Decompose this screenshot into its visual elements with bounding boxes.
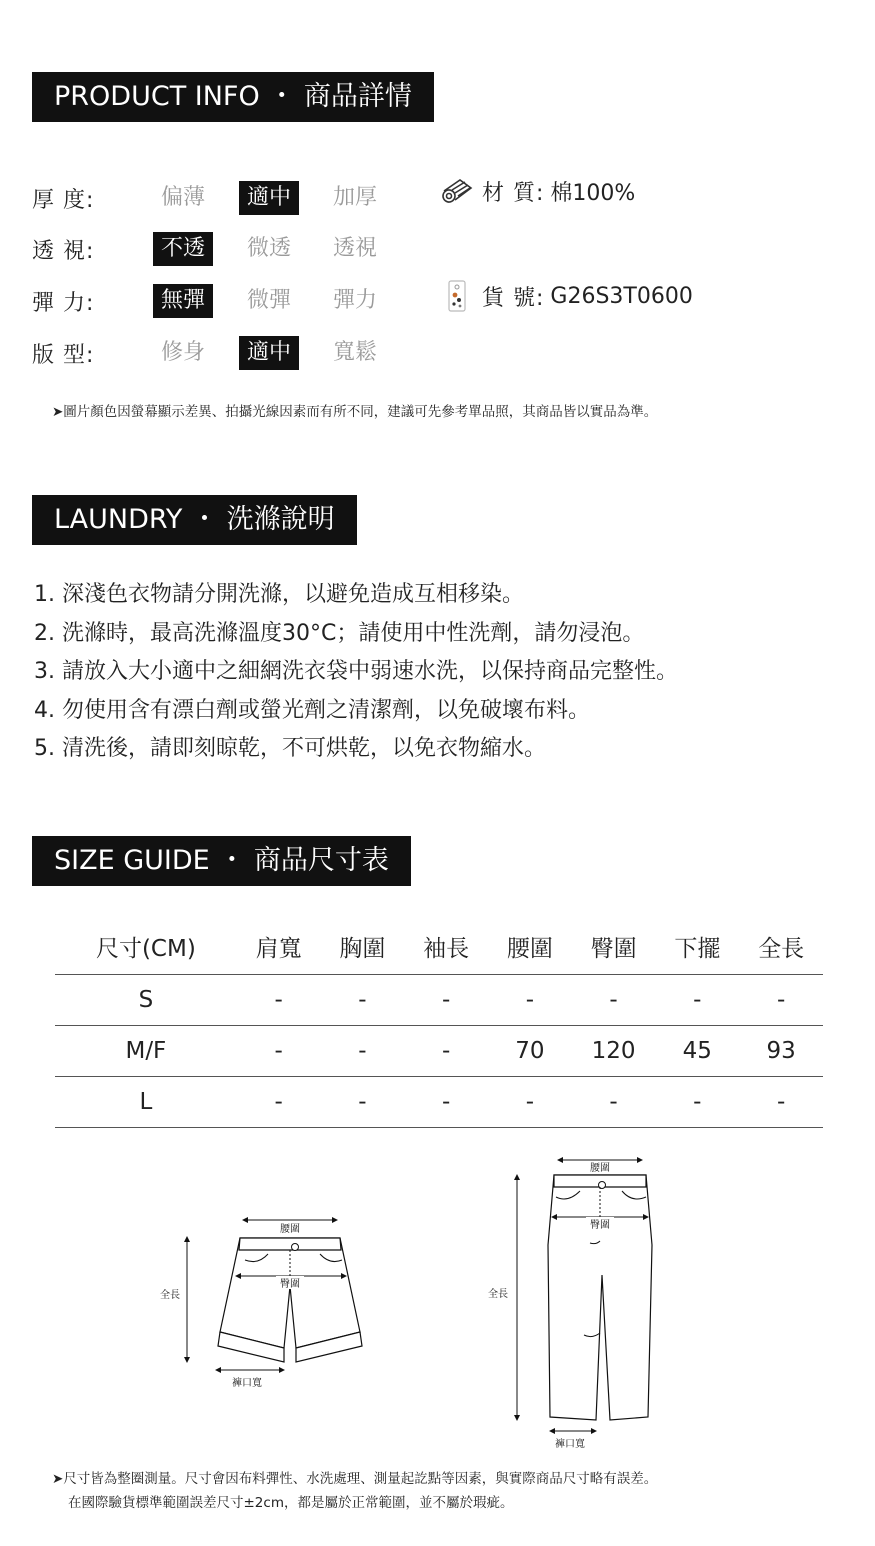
size-value-cell: - bbox=[321, 1076, 405, 1127]
attribute-row bbox=[32, 180, 398, 216]
attribute-label: 彈 力: bbox=[32, 290, 95, 316]
size-column-header: 袖長 bbox=[404, 920, 488, 974]
attribute-option bbox=[140, 336, 226, 370]
fabric-roll-icon bbox=[440, 174, 474, 208]
size-column-header: 尺寸(CM) bbox=[55, 920, 237, 974]
item-number-label: 貨 號: bbox=[482, 285, 545, 311]
material-value: 棉100% bbox=[550, 180, 636, 206]
laundry-item: 2. 洗滌時，最高洗滌溫度30°C；請使用中性洗劑，請勿浸泡。 bbox=[34, 620, 645, 646]
shorts-length-label: 全長 bbox=[160, 1290, 180, 1301]
size-label-cell: S bbox=[55, 974, 237, 1025]
tag-icon bbox=[440, 279, 474, 313]
shorts-waist-label: 腰圍 bbox=[280, 1224, 300, 1235]
shorts-hem-label: 褲口寬 bbox=[232, 1378, 262, 1389]
item-number-value: G26S3T0600 bbox=[550, 283, 693, 309]
product-info-header: PRODUCT INFO ・ 商品詳情 bbox=[32, 72, 434, 122]
size-value-cell: - bbox=[488, 1076, 572, 1127]
pants-length-label: 全長 bbox=[488, 1289, 508, 1300]
laundry-instructions bbox=[34, 576, 678, 769]
size-guide-header: SIZE GUIDE ・ 商品尺寸表 bbox=[32, 836, 411, 886]
attribute-row bbox=[32, 283, 398, 319]
size-column-header: 下擺 bbox=[655, 920, 739, 974]
size-value-cell: 120 bbox=[572, 1025, 656, 1076]
item-number-info bbox=[440, 279, 693, 313]
size-value-cell: - bbox=[488, 974, 572, 1025]
size-value-cell: - bbox=[404, 1076, 488, 1127]
material-label: 材 質: bbox=[482, 180, 545, 206]
size-value-cell: - bbox=[572, 974, 656, 1025]
material-info bbox=[440, 174, 635, 208]
size-value-cell: - bbox=[739, 1076, 823, 1127]
size-value-cell: - bbox=[237, 974, 321, 1025]
attribute-label: 厚 度: bbox=[32, 187, 95, 213]
laundry-header: LAUNDRY ・ 洗滌說明 bbox=[32, 495, 357, 545]
laundry-item: 3. 請放入大小適中之細網洗衣袋中弱速水洗，以保持商品完整性。 bbox=[34, 659, 678, 684]
attribute-row bbox=[32, 231, 398, 267]
size-value-cell: - bbox=[404, 1025, 488, 1076]
shorts-diagram bbox=[150, 1210, 380, 1400]
size-label-cell: M/F bbox=[55, 1025, 237, 1076]
pants-hem-label: 褲口寬 bbox=[555, 1439, 585, 1450]
attribute-option bbox=[226, 232, 312, 266]
size-row bbox=[55, 1025, 823, 1076]
laundry-item: 1. 深淺色衣物請分開洗滌，以避免造成互相移染。 bbox=[34, 582, 524, 607]
size-value-cell: - bbox=[237, 1076, 321, 1127]
shorts-hip-label: 臀圍 bbox=[280, 1279, 300, 1290]
size-label-cell: L bbox=[55, 1076, 237, 1127]
size-column-header: 肩寬 bbox=[237, 920, 321, 974]
attribute-option-text: 微彈 bbox=[246, 288, 291, 313]
attribute-option-selected bbox=[226, 336, 312, 370]
size-row bbox=[55, 1076, 823, 1127]
size-value-cell: - bbox=[321, 974, 405, 1025]
size-value-cell: 70 bbox=[488, 1025, 572, 1076]
attribute-option-text: 適中 bbox=[239, 336, 299, 370]
size-column-header: 臀圍 bbox=[572, 920, 656, 974]
size-column-header: 腰圍 bbox=[488, 920, 572, 974]
size-value-cell: - bbox=[655, 1076, 739, 1127]
attribute-option-text: 加厚 bbox=[332, 185, 377, 210]
attribute-option-text: 寬鬆 bbox=[332, 340, 377, 365]
attribute-label: 透 視: bbox=[32, 238, 95, 264]
size-row bbox=[55, 974, 823, 1025]
attribute-option-text: 適中 bbox=[239, 181, 299, 215]
size-value-cell: 93 bbox=[739, 1025, 823, 1076]
attribute-option-text: 透視 bbox=[332, 236, 377, 261]
attribute-option-text: 修身 bbox=[160, 340, 205, 365]
attribute-option-text: 微透 bbox=[246, 236, 291, 261]
size-note-1: ➤尺寸皆為整圈測量。尺寸會因布料彈性、水洗處理、測量起訖點等因素，與實際商品尺寸略有誤差。 bbox=[52, 1471, 658, 1487]
attribute-option bbox=[312, 284, 398, 318]
attribute-option bbox=[312, 181, 398, 215]
attribute-option-text: 不透 bbox=[153, 232, 213, 266]
size-table bbox=[55, 920, 823, 1128]
size-value-cell: - bbox=[572, 1076, 656, 1127]
size-table-header-row bbox=[55, 920, 823, 974]
attribute-option-text: 無彈 bbox=[153, 284, 213, 318]
attribute-option-text: 偏薄 bbox=[160, 185, 205, 210]
attribute-option-selected bbox=[140, 284, 226, 318]
attribute-option bbox=[312, 336, 398, 370]
attribute-option-text: 彈力 bbox=[332, 288, 377, 313]
size-note-2: 在國際驗貨標準範圍誤差尺寸±2cm，都是屬於正常範圍，並不屬於瑕疵。 bbox=[68, 1495, 514, 1511]
size-value-cell: - bbox=[655, 974, 739, 1025]
color-disclaimer: ➤圖片顏色因螢幕顯示差異、拍攝光線因素而有所不同，建議可先參考單品照，其商品皆以實品為準。 bbox=[52, 404, 658, 420]
attribute-option bbox=[312, 232, 398, 266]
laundry-item: 5. 清洗後，請即刻晾乾，不可烘乾，以免衣物縮水。 bbox=[34, 736, 546, 761]
size-value-cell: - bbox=[321, 1025, 405, 1076]
laundry-item: 4. 勿使用含有漂白劑或螢光劑之清潔劑，以免破壞布料。 bbox=[34, 697, 590, 723]
attribute-option-selected bbox=[140, 232, 226, 266]
size-value-cell: 45 bbox=[655, 1025, 739, 1076]
size-column-header: 胸圍 bbox=[321, 920, 405, 974]
attribute-option bbox=[226, 284, 312, 318]
pants-diagram bbox=[480, 1155, 680, 1455]
pants-waist-label: 腰圍 bbox=[590, 1163, 610, 1174]
size-value-cell: - bbox=[404, 974, 488, 1025]
attribute-option-selected bbox=[226, 181, 312, 215]
attribute-option bbox=[140, 181, 226, 215]
size-value-cell: - bbox=[739, 974, 823, 1025]
attribute-label: 版 型: bbox=[32, 342, 95, 368]
pants-hip-label: 臀圍 bbox=[590, 1220, 610, 1231]
size-value-cell: - bbox=[237, 1025, 321, 1076]
size-column-header: 全長 bbox=[739, 920, 823, 974]
attribute-row bbox=[32, 335, 398, 371]
